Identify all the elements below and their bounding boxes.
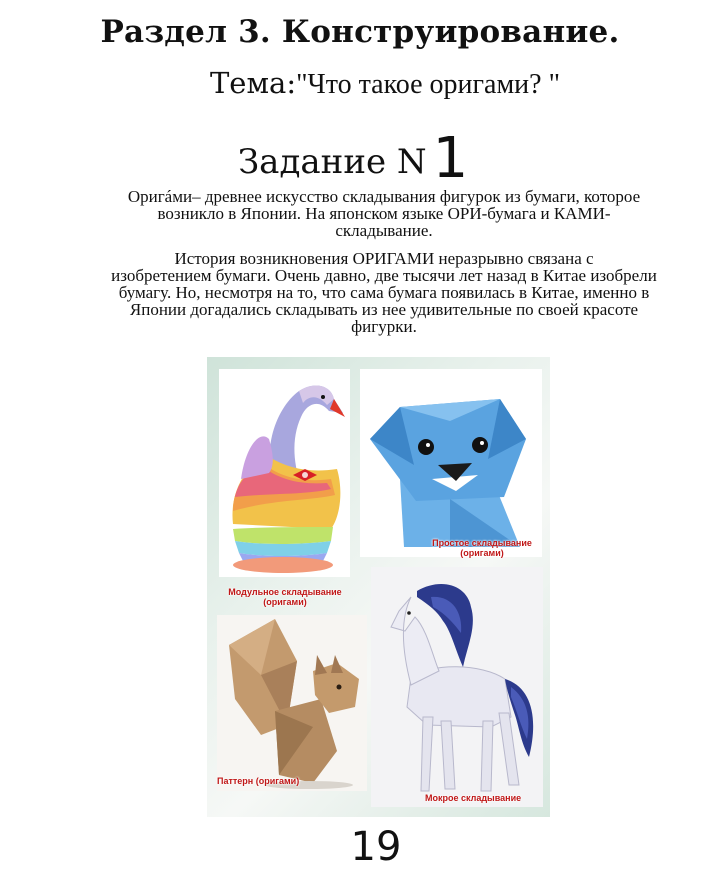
caption-pattern: Паттерн (оригами) <box>217 776 300 786</box>
caption-line: Модульное складывание <box>228 587 342 597</box>
modular-swan-image <box>219 369 350 577</box>
task-label: Задание N <box>238 142 427 182</box>
wet-folding-horse-image <box>371 567 543 807</box>
caption-line: (оригами) <box>263 597 307 607</box>
text-line: изобретением бумаги. Очень давно, две тысячи лет назад в Китае изобрели <box>111 266 657 285</box>
text-line: Оригáми– древнее искусство складывания фигурок из бумаги, которое <box>127 187 641 206</box>
section-title: Раздел 3. Конструирование. <box>100 14 620 50</box>
text-line: фигурки. <box>351 317 417 336</box>
pattern-squirrel-image <box>217 615 367 791</box>
caption-line: (оригами) <box>460 548 504 558</box>
origami-collage <box>207 357 550 817</box>
topic-label: Тема: <box>209 66 297 100</box>
caption-line: Простое складывание <box>432 538 532 548</box>
task-number: 1 <box>432 126 469 191</box>
text-line: бумагу. Но, несмотря на то, что сама бумага появилась в Китае, именно в <box>118 283 650 302</box>
task-heading <box>238 122 469 191</box>
caption-simple-folding <box>417 538 547 558</box>
simple-dog-image <box>360 369 542 557</box>
text-line: История возникновения ОРИГАМИ неразрывно связана с <box>174 249 594 268</box>
caption-wet-folding: Мокрое складывание <box>425 793 522 803</box>
text-line: Японии догадались складывать из нее удивительные по своей красоте <box>129 300 639 319</box>
page-number: 19 <box>350 824 402 870</box>
caption-modular-folding <box>215 587 355 607</box>
paragraph-origami-definition <box>44 188 720 239</box>
text-line: возникло в Японии. На японском языке ОРИ-бумага и КАМИ- <box>157 204 611 223</box>
topic-name: "Что такое оригами? " <box>296 69 561 100</box>
paragraph-origami-history <box>44 250 720 335</box>
topic-line <box>0 66 720 101</box>
text-line: складывание. <box>335 221 433 240</box>
